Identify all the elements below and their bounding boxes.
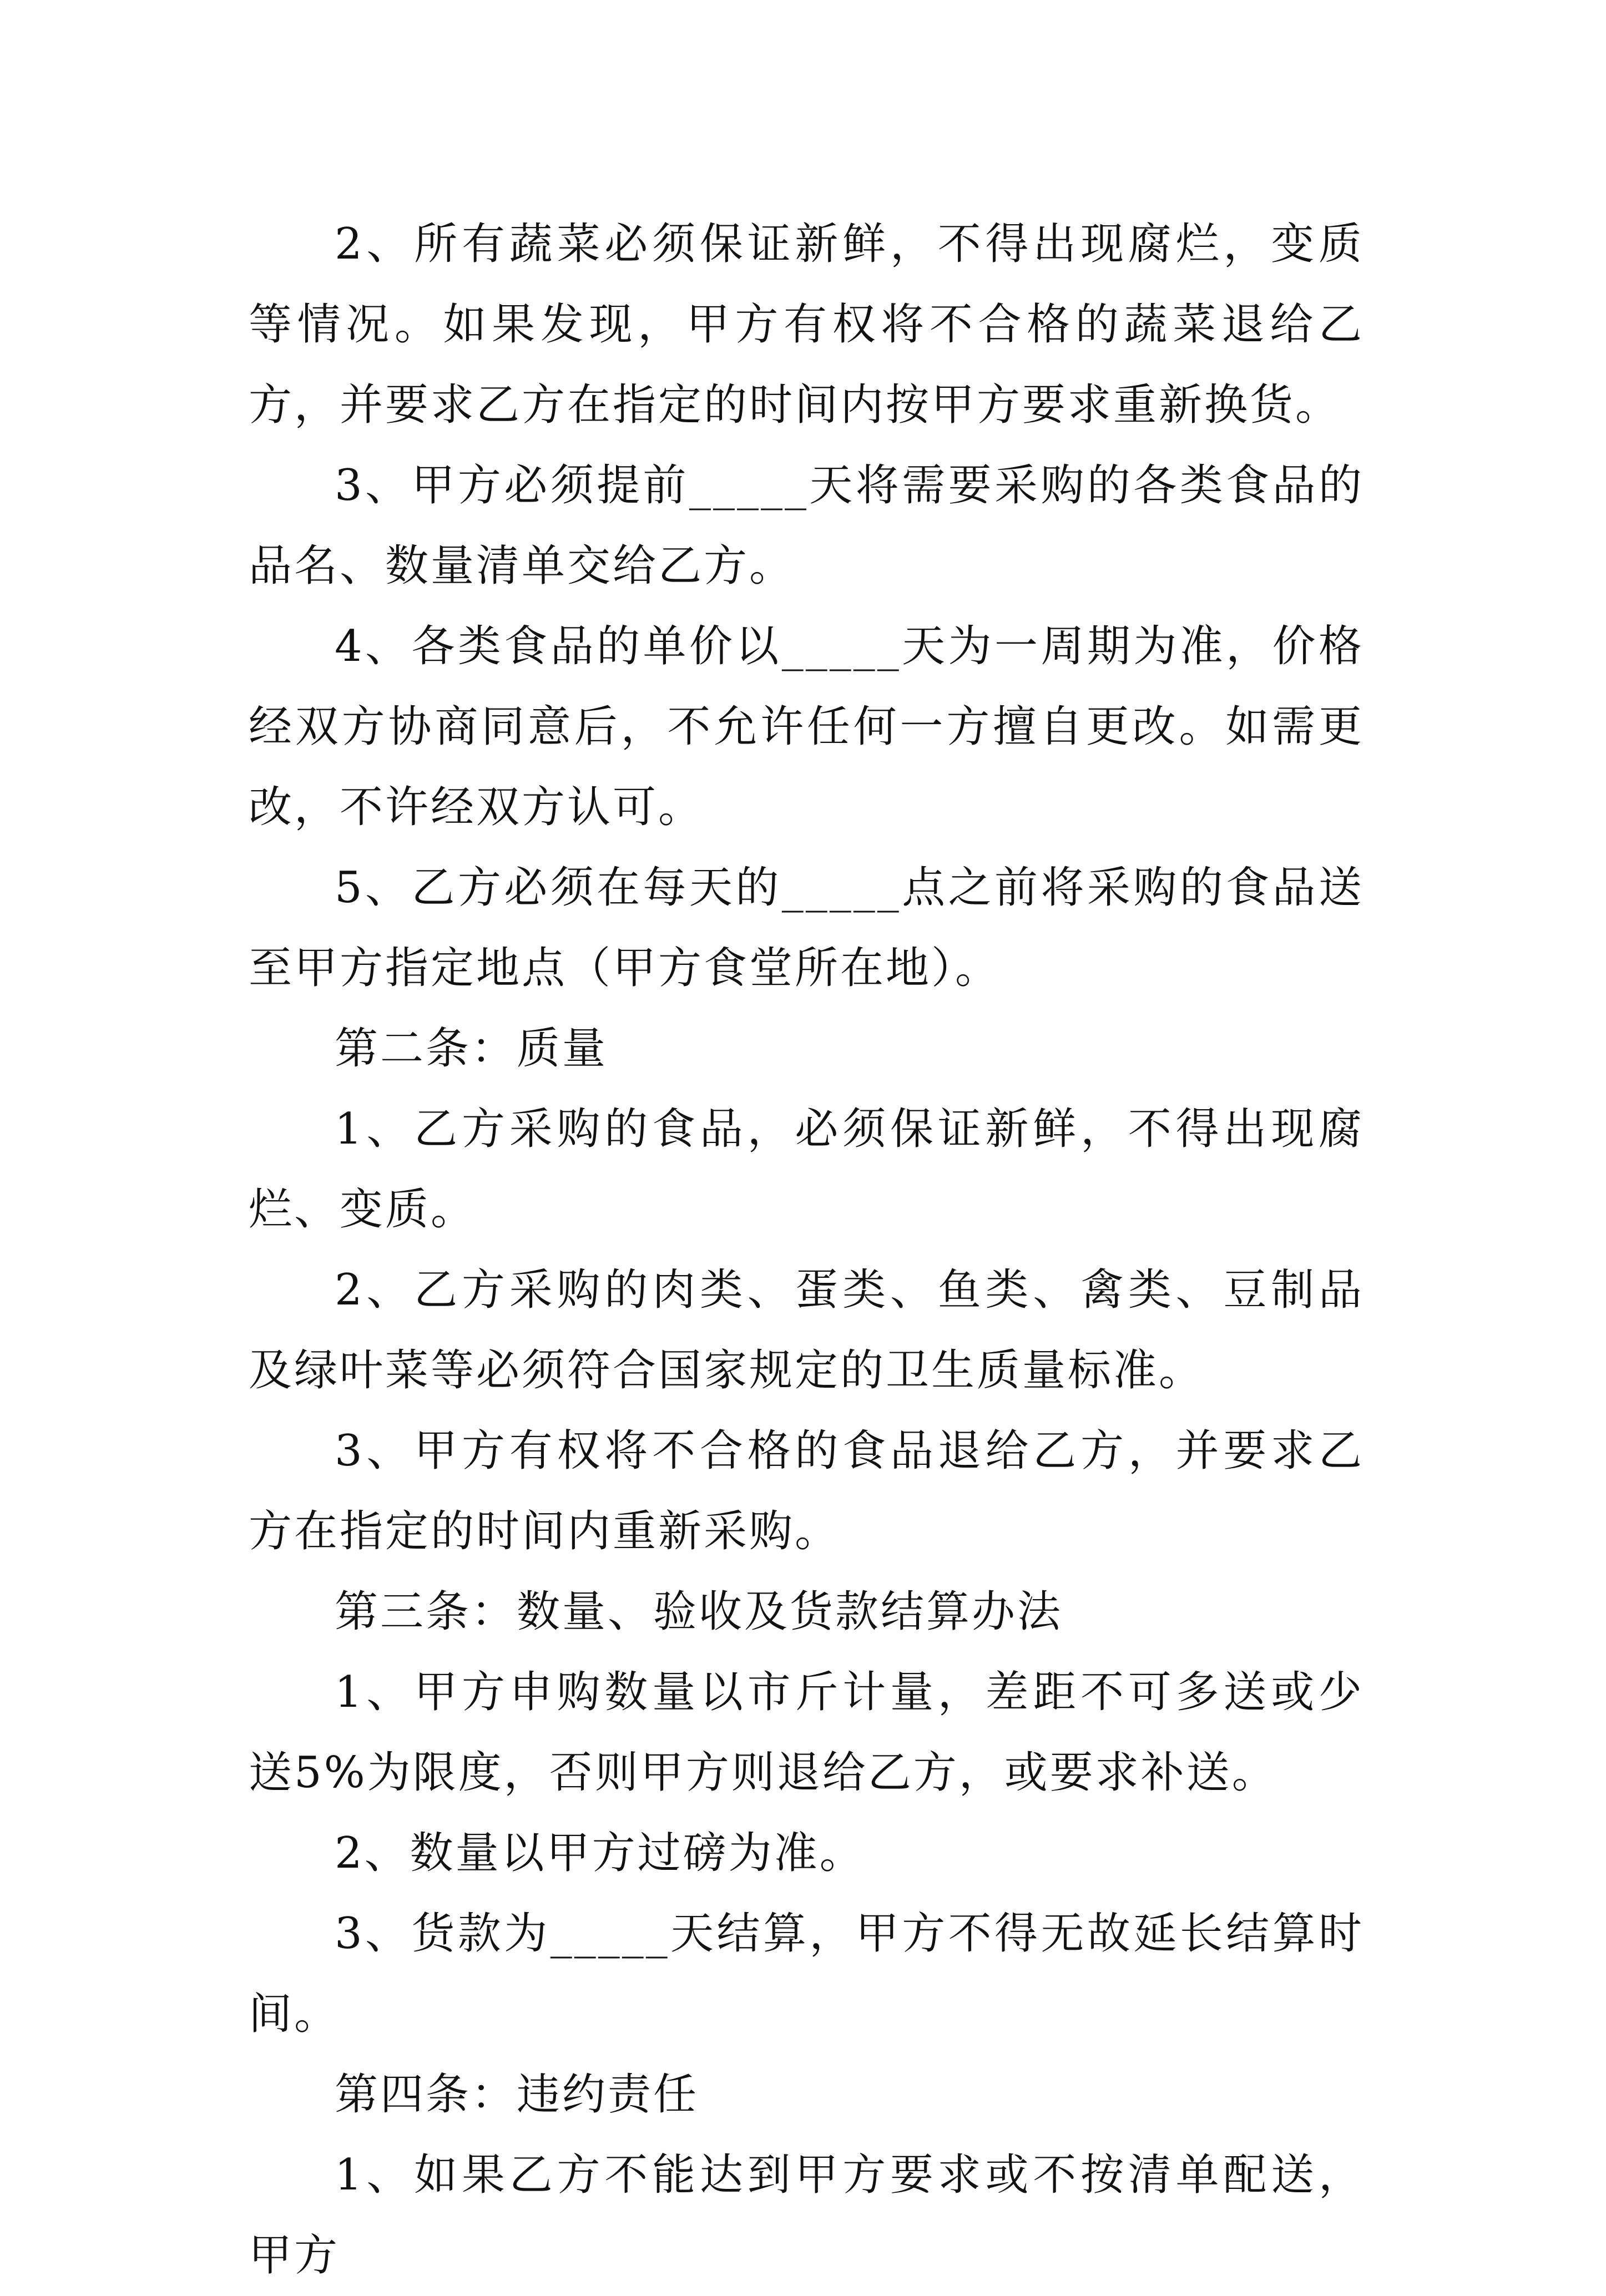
paragraph-quality-return: 3、甲方有权将不合格的食品退给乙方，并要求乙方在指定的时间内重新采购。 xyxy=(249,1426,1364,1556)
paragraph-vegetable-freshness: 2、所有蔬菜必须保证新鲜，不得出现腐烂，变质等情况。如果发现，甲方有权将不合格的蔬菜退给乙方，并要求乙方在指定的时间内按甲方要求重新换货。 xyxy=(249,219,1364,430)
paragraph-delivery-time: 5、乙方必须在每天的_____点之前将采购的食品送至甲方指定地点（甲方食堂所在地）。 xyxy=(249,863,1364,993)
paragraph-liability-delivery: 1、如果乙方不能达到甲方要求或不按清单配送，甲方 xyxy=(249,2150,1364,2280)
section-heading-liability: 第四条：违约责任 xyxy=(335,2070,699,2120)
paragraph-quality-fresh: 1、乙方采购的食品，必须保证新鲜，不得出现腐烂、变质。 xyxy=(249,1104,1364,1235)
paragraph-payment-settlement: 3、货款为_____天结算，甲方不得无故延长结算时间。 xyxy=(249,1909,1364,2039)
document-body xyxy=(249,204,1364,2296)
paragraph-quantity-measure: 1、甲方申购数量以市斤计量，差距不可多送或少送5%为限度，否则甲方则退给乙方，或要求补送。 xyxy=(249,1667,1364,1798)
paragraph-quantity-weighing: 2、数量以甲方过磅为准。 xyxy=(335,1828,865,1878)
paragraph-order-list-advance: 3、甲方必须提前_____天将需要采购的各类食品的品名、数量清单交给乙方。 xyxy=(249,461,1364,591)
paragraph-quality-standards: 2、乙方采购的肉类、蛋类、鱼类、禽类、豆制品及绿叶菜等必须符合国家规定的卫生质量标准。 xyxy=(249,1265,1364,1395)
section-heading-quality: 第二条：质量 xyxy=(335,1024,608,1074)
paragraph-unit-price-period: 4、各类食品的单价以_____天为一周期为准，价格经双方协商同意后，不允许任何一方擅自更改。如需更改，不许经双方认可。 xyxy=(249,621,1364,832)
section-heading-quantity-settlement: 第三条：数量、验收及货款结算办法 xyxy=(335,1587,1063,1637)
